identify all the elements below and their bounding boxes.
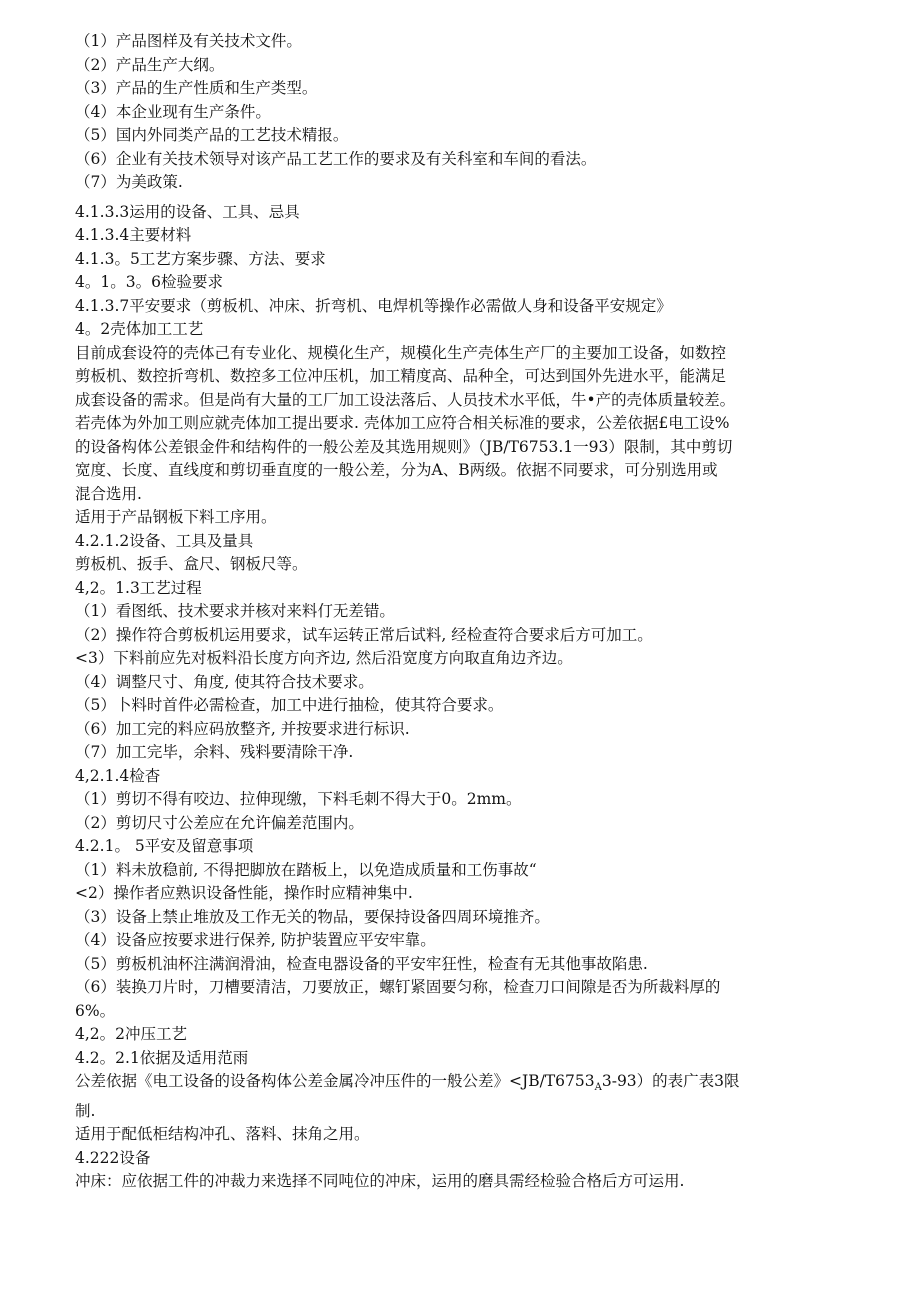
stamping-heading: 4,2。2冲压工艺 (75, 1025, 188, 1043)
safety-heading: 4.2.1。 5平安及留意事项 (75, 837, 254, 855)
safety-item: （3）设备上禁止堆放及工作无关的物品，要保持设备四周环境推齐。 (75, 907, 550, 926)
safety-item: 6%。 (75, 1001, 116, 1020)
stamping-basis-line (75, 1070, 850, 1100)
list-item: （3）产品的生产性质和生产类型。 (75, 79, 318, 97)
list-item: （5）国内外同类产品的工艺技术精报。 (75, 126, 349, 144)
paragraph-line: 若壳体为外加工则应就壳体加工提出要求. 壳体加工应符合相关标准的要求，公差依据£电工设% (75, 414, 730, 432)
list-item: （2）产品生产大纲。 (75, 55, 225, 74)
process-step: （4）调整尺寸、角度, 使其符合技术要求。 (75, 672, 374, 691)
safety-item: （6）装换刀片时，刀槽要清洁，刀要放正，螺钉紧固要匀称，检查刀口间隙是否为所裁料厚的 (75, 978, 721, 996)
list-item: （6）企业有关技术领导对该产品工艺工作的要求及有关科室和车间的看法。 (75, 149, 597, 168)
process-step: （6）加工完的料应码放整齐, 并按要求进行标识. (75, 719, 410, 738)
safety-item: <2）操作者应熟识设备性能，操作时应精神集中. (75, 884, 413, 902)
process-step: <3）下料前应先对板料沿长度方向齐边, 然后沿宽度方向取直角边齐边。 (75, 649, 573, 667)
inspection-item: （2）剪切尺寸公差应在允许偏差范围内。 (75, 813, 364, 832)
paragraph-line: 混合选用. (75, 484, 142, 503)
list-item: （1）产品图样及有关技术文件。 (75, 32, 302, 50)
section-heading: 4,2。1.3工艺过程 (75, 578, 202, 597)
section-heading: 4.1.3.4主要材料 (75, 226, 192, 244)
stamping-usage: 适用于配低柜结构冲孔、落料、抹角之用。 (75, 1125, 370, 1144)
section-heading: 4.1.3。5工艺方案步骤、方法、要求 (75, 249, 326, 268)
process-step: （5）卜料时首件必需检查，加工中进行抽检，使其符合要求。 (75, 696, 504, 714)
equipment-text: 冲床：应依据工件的冲裁力来选择不同吨位的冲床，运用的磨具需经检验合格后方可运用. (75, 1172, 685, 1191)
equipment-heading: 4.222设备 (75, 1148, 151, 1167)
process-step: （7）加工完毕，余料、残料要清除干净. (75, 743, 354, 761)
paragraph-line: 成套设备的需求。但是尚有大量的工厂加工设法落后、人员技术水平低，牛•产的壳体质量较差。 (75, 390, 736, 409)
safety-item: （1）料未放稳前, 不得把脚放在踏板上，以免造成质量和工伤事故“ (75, 860, 537, 879)
safety-item: （5）剪板机油杯注满润滑油，检查电器设备的平安牢狂性，检查有无其他事故陷患. (75, 954, 648, 973)
section-heading: 4.2.1.2设备、工具及量具 (75, 531, 254, 550)
safety-item: （4）设备应按要求进行保养, 防护装置应平安牢靠。 (75, 931, 436, 949)
section-heading: 4.1.3.3运用的设备、工具、忌具 (75, 202, 300, 221)
stamping-basis-subscript: A (594, 1082, 602, 1094)
section-heading: 4.1.3.7平安要求（剪板机、冲床、折弯机、电焊机等操作必需做人身和设备平安规定》 (75, 296, 672, 315)
section-text: 剪板机、扳手、盒尺、钢板尺等。 (75, 555, 308, 573)
section-heading: 4。1。3。6检验要求 (75, 273, 223, 291)
inspection-heading: 4,2.1.4检杳 (75, 766, 161, 785)
inspection-item: （1）剪切不得有咬边、拉伸现缴，下料毛刺不得大于0。2mm。 (75, 790, 522, 808)
section-text: 适用于产品钢板下料工序用。 (75, 508, 277, 526)
stamping-basis-heading: 4.2。2.1依据及适用范雨 (75, 1048, 249, 1067)
paragraph-line: 剪板机、数控折弯机、数控多工位冲压机，加工精度高、品种全，可达到国外先进水平，能满足 (75, 367, 727, 385)
stamping-basis-text-end: 3-93）的表广表3限 (601, 1072, 740, 1090)
paragraph-line: 宽度、长度、直线度和剪切垂直度的一般公差，分为A、B两级。依据不同要求，可分别选用或 (75, 461, 718, 479)
process-step: （1）看图纸、技术要求并核对来料仃无差错。 (75, 602, 395, 620)
paragraph-line: 的设备构体公差银金件和结构件的一般公差及其选用规则》（JB/T6753.1一93）限制，其中剪切 (75, 437, 733, 456)
paragraph-line: 目前成套设符的壳体己有专业化、规模化生产，规模化生产壳体生产厂的主要加工设备，如数控 (75, 343, 727, 362)
process-step: （2）操作符合剪板机运用要求，试车运转正常后试料, 经检查符合要求后方可加工。 (75, 625, 653, 644)
document-page (75, 30, 850, 1194)
list-item: （7）为美政策. (75, 173, 183, 191)
stamping-basis-line: 制. (75, 1101, 96, 1120)
stamping-basis-text: 公差依据《电工设备的设备构体公差金属冷冲压件的一般公差》<JB/T6753 (75, 1072, 595, 1090)
section-heading: 4。2壳体加工工艺 (75, 320, 204, 338)
list-item: （4）本企业现有生产条件。 (75, 102, 271, 121)
